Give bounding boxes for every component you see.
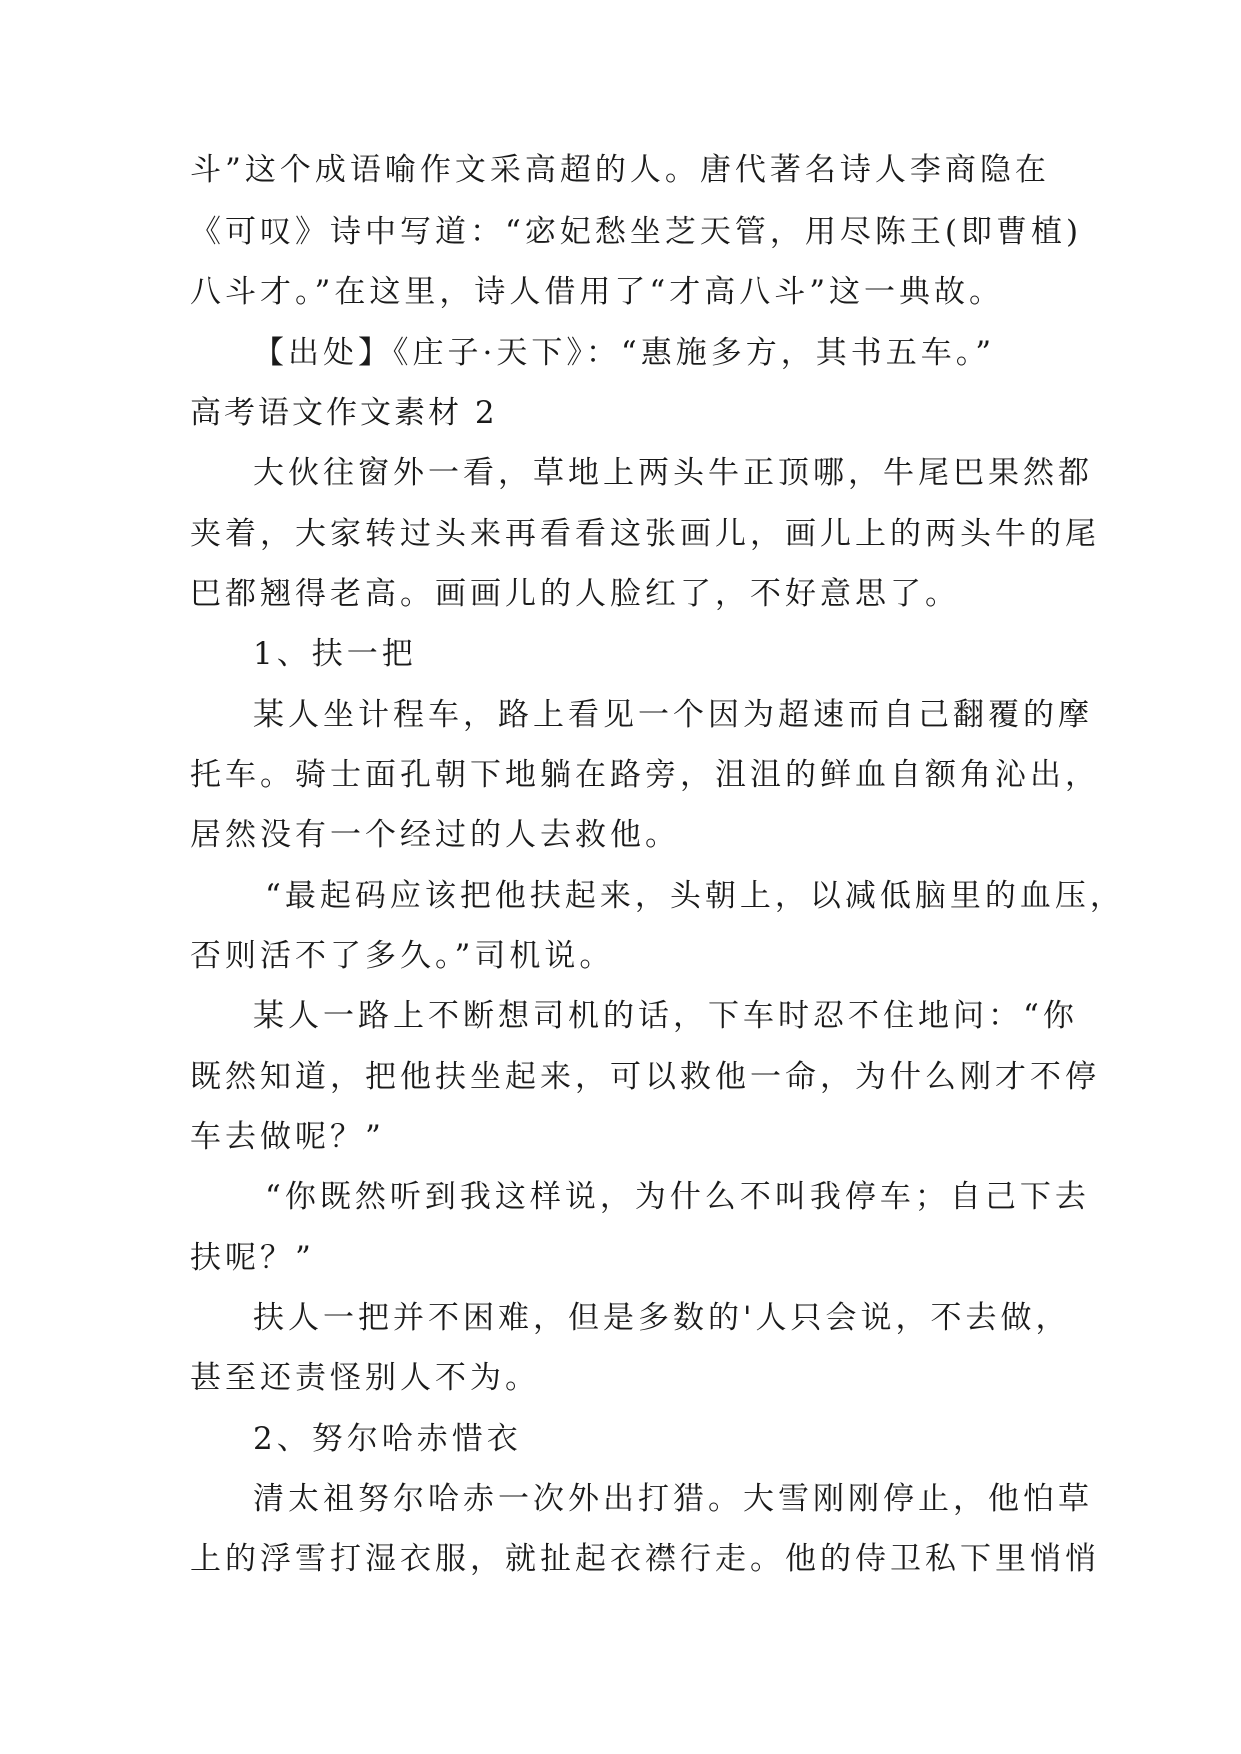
paragraph-line: 居然没有一个经过的人去救他。 xyxy=(190,817,680,853)
paragraph-line: 扶人一把并不困难，但是多数的'人只会说，不去做， xyxy=(253,1300,1071,1336)
paragraph-line: 巴都翘得老高。画画儿的人脸红了，不好意思了。 xyxy=(190,576,960,612)
paragraph-line: 托车。骑士面孔朝下地躺在路旁，沮沮的鲜血自额角沁出， xyxy=(190,757,1100,793)
paragraph-line: 车去做呢？” xyxy=(190,1119,385,1155)
paragraph-line: 某人坐计程车，路上看见一个因为超速而自己翻覆的摩 xyxy=(253,697,1093,733)
paragraph-line: 既然知道，把他扶坐起来，可以救他一命，为什么刚才不停 xyxy=(190,1059,1100,1095)
paragraph-line: 扶呢？” xyxy=(190,1240,315,1276)
paragraph-line: 上的浮雪打湿衣服，就扯起衣襟行走。他的侍卫私下里悄悄 xyxy=(190,1541,1100,1577)
paragraph-line: 大伙往窗外一看，草地上两头牛正顶哪，牛尾巴果然都 xyxy=(253,455,1093,491)
paragraph-line: 甚至还责怪别人不为。 xyxy=(190,1360,540,1396)
paragraph-line: “你既然听到我这样说，为什么不叫我停车；自己下去 xyxy=(265,1179,1090,1215)
paragraph-line: 否则活不了多久。”司机说。 xyxy=(190,938,615,974)
paragraph-line: 某人一路上不断想司机的话，下车时忍不住地问：“你 xyxy=(253,998,1078,1034)
subheading: 2、努尔哈赤惜衣 xyxy=(253,1421,522,1457)
paragraph-line: 清太祖努尔哈赤一次外出打猎。大雪刚刚停止，他怕草 xyxy=(253,1481,1093,1517)
section-heading: 高考语文作文素材 2 xyxy=(190,395,498,431)
paragraph-line: 八斗才。”在这里，诗人借用了“才高八斗”这一典故。 xyxy=(190,274,1005,310)
paragraph-line: 夹着，大家转过头来再看看这张画儿，画儿上的两头牛的尾 xyxy=(190,516,1100,552)
source-line: 【出处】《庄子·天下》：“惠施多方，其书五车。” xyxy=(253,335,996,371)
paragraph-line: “最起码应该把他扶起来，头朝上，以减低脑里的血压， xyxy=(265,878,1125,914)
paragraph-line: 斗”这个成语喻作文采高超的人。唐代著名诗人李商隐在 xyxy=(190,152,1050,188)
subheading: 1、扶一把 xyxy=(253,636,417,672)
paragraph-line: 《可叹》诗中写道：“宓妃愁坐芝天管，用尽陈王(即曹植) xyxy=(190,214,1083,250)
